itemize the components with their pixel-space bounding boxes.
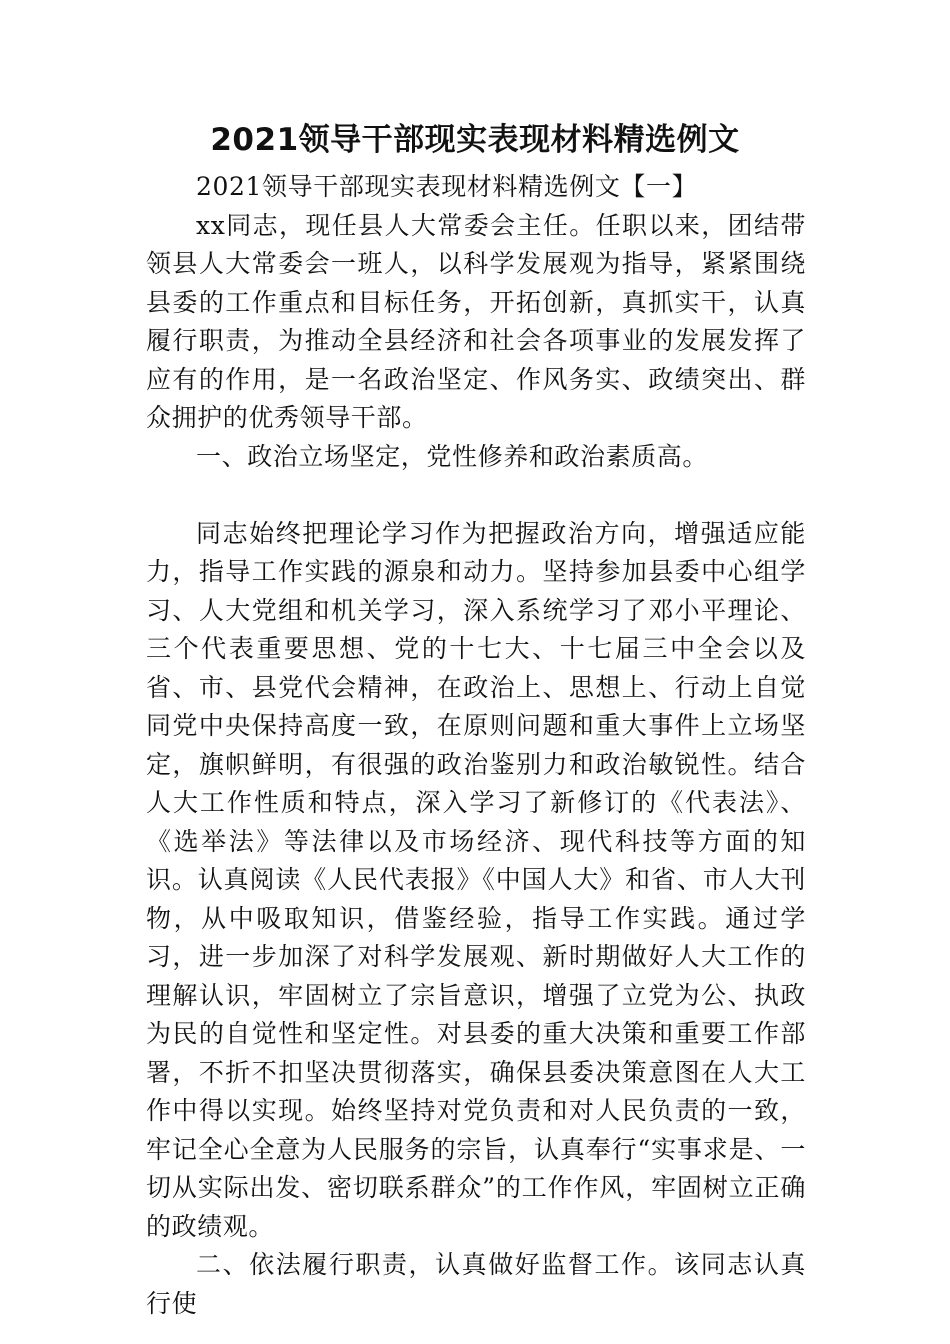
paragraph-subtitle: 2021领导干部现实表现材料精选例文【一】	[196, 172, 698, 201]
document-body	[146, 168, 806, 1323]
paragraph-section-one: 同志始终把理论学习作为把握政治方向，增强适应能力，指导工作实践的源泉和动力。坚持参加县委中心组学习、人大党组和机关学习，深入系统学习了邓小平理论、三个代表重要思想、党的十七大、十七届三中全会以及省、市、县党代会精神，在政治上、思想上、行动上自觉同党中央保持高度一致，在原则问题和重大事件上立场坚定，旗帜鲜明，有很强的政治鉴别力和政治敏锐性。结合人大工作性质和特点，深入学习了新修订的《代表法》、《选举法》等法律以及市场经济、现代科技等方面的知识。认真阅读《人民代表报》《中国人大》和省、市人大刊物，从中吸取知识，借鉴经验，指导工作实践。通过学习，进一步加深了对科学发展观、新时期做好人大工作的理解认识，牢固树立了宗旨意识，增强了立党为公、执政为民的自觉性和坚定性。对县委的重大决策和重要工作部署，不折不扣坚决贯彻落实，确保县委决策意图在人大工作中得以实现。始终坚持对党负责和对人民负责的一致，牢记全心全意为人民服务的宗旨，认真奉行“实事求是、一切从实际出发、密切联系群众”的工作作风，牢固树立正确的政绩观。	[146, 518, 806, 1241]
document-title: 2021领导干部现实表现材料精选例文	[210, 122, 740, 158]
paragraph-heading-two: 二、依法履行职责，认真做好监督工作。该同志认真行使	[146, 1250, 806, 1318]
paragraph-heading-one: 一、政治立场坚定，党性修养和政治素质高。	[196, 441, 709, 471]
paragraph-intro: xx同志，现任县人大常委会主任。任职以来，团结带领县人大常委会一班人，以科学发展观为指导，紧紧围绕县委的工作重点和目标任务，开拓创新，真抓实干，认真履行职责，为推动全县经济和社会各项事业的发展发挥了应有的作用，是一名政治坚定、作风务实、政绩突出、群众拥护的优秀领导干部。	[146, 210, 806, 432]
